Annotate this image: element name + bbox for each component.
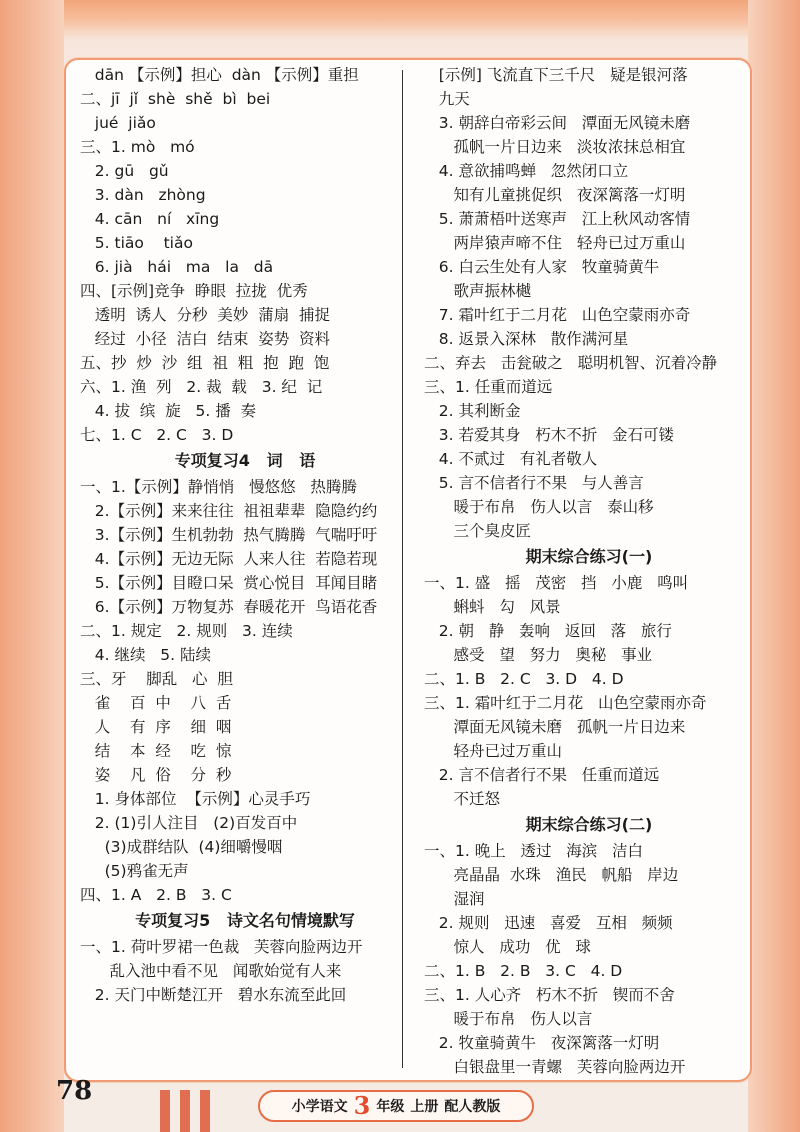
answer-line: 七、1. C 2. C 3. D — [80, 426, 234, 444]
answer-line: 三个臭皮匠 — [424, 522, 532, 540]
answer-line: 2. 朝 静 轰响 返回 落 旅行 — [424, 622, 672, 640]
answer-line: 2. (1)引人注目 (2)百发百中 — [80, 814, 298, 832]
answer-line: 4. cān ní xīng — [80, 210, 220, 228]
answer-line: jué jiǎo — [80, 114, 156, 132]
answer-line: dān 【示例】担心 dàn 【示例】重担 — [80, 66, 359, 84]
answer-line: 一、1.【示例】静悄悄 慢悠悠 热腾腾 — [80, 478, 357, 496]
stripe — [200, 1090, 210, 1132]
answer-line: 3. dàn zhòng — [80, 186, 206, 204]
answer-line: 三、1. 霜叶红于二月花 山色空蒙雨亦奇 — [424, 694, 707, 712]
answer-line: 4. 不贰过 有礼者敬人 — [424, 450, 598, 468]
answer-line: 暖于布帛 伤人以言 泰山移 — [424, 498, 654, 516]
grade-label: 年级 — [376, 1099, 405, 1115]
answer-line: 2. 其利断金 — [424, 402, 521, 420]
answer-line: 二、1. B 2. C 3. D 4. D — [424, 670, 624, 688]
answer-line: 蝌蚪 勾 风景 — [424, 598, 561, 616]
answer-line: 人 有 序 细 咽 — [80, 718, 232, 736]
answer-line: 结 本 经 吃 惊 — [80, 742, 232, 760]
answer-line: [示例] 飞流直下三千尺 疑是银河落 — [424, 66, 688, 84]
answer-line: 四、1. A 2. B 3. C — [80, 886, 232, 904]
answer-line: 2. gū gǔ — [80, 162, 169, 180]
answer-line: (3)成群结队 (4)细嚼慢咽 — [80, 838, 283, 856]
answer-line: 惊人 成功 优 球 — [424, 938, 591, 956]
answer-line: 6.【示例】万物复苏 春暖花开 鸟语花香 — [80, 598, 378, 616]
answer-line: 感受 望 努力 奥秘 事业 — [424, 646, 653, 664]
stripe — [160, 1090, 170, 1132]
answer-line: 二、jī jǐ shè shě bì bei — [80, 90, 271, 108]
answer-line: 暖于布帛 伤人以言 — [424, 1010, 593, 1028]
answer-line: 六、1. 渔 列 2. 裁 载 3. 纪 记 — [80, 378, 323, 396]
answer-line: 3.【示例】生机勃勃 热气腾腾 气喘吁吁 — [80, 526, 378, 544]
answer-line: 3. 若爱其身 朽木不折 金石可镂 — [424, 426, 675, 444]
answer-line: 2. 规则 迅速 喜爱 互相 频频 — [424, 914, 673, 932]
answer-line: 知有儿童挑促织 夜深篱落一灯明 — [424, 186, 686, 204]
answer-line: 5. tiāo tiǎo — [80, 234, 193, 252]
section-heading: 期末综合练习(一) — [525, 547, 653, 566]
answer-line: 4. 继续 5. 陆续 — [80, 646, 211, 664]
grade-number: 3 — [353, 1091, 371, 1120]
decorative-stripes — [160, 1090, 240, 1132]
page-number: 78 — [56, 1076, 93, 1106]
answer-line: (5)鸦雀无声 — [80, 862, 189, 880]
answer-line: 5. 言不信者行不果 与人善言 — [424, 474, 644, 492]
section-heading: 专项复习5 诗文名句情境默写 — [135, 911, 355, 930]
answer-line: 3. 朝辞白帝彩云间 潭面无风镜未磨 — [424, 114, 691, 132]
answer-line: 6. 白云生处有人家 牧童骑黄牛 — [424, 258, 660, 276]
answer-line: 三、牙 脚乱 心 胆 — [80, 670, 233, 688]
answer-line: 4. 意欲捕鸣蝉 忽然闭口立 — [424, 162, 629, 180]
answer-line: 白银盘里一青螺 芙蓉向脸两边开 — [424, 1058, 686, 1076]
answer-line: 4.【示例】无边无际 人来人往 若隐若现 — [80, 550, 378, 568]
answer-line: 雀 百 中 八 舌 — [80, 694, 232, 712]
answer-line: 姿 凡 俗 分 秒 — [80, 766, 232, 784]
answer-line: 2. 牧童骑黄牛 夜深篱落一灯明 — [424, 1034, 660, 1052]
answer-line: 一、1. 荷叶罗裙一色裁 芙蓉向脸两边开 — [80, 938, 363, 956]
answer-line: 三、1. mò mó — [80, 138, 195, 156]
answer-line: 透明 诱人 分秒 美妙 蒲扇 捕捉 — [80, 306, 331, 324]
answer-line: 歌声振林樾 — [424, 282, 532, 300]
answer-line: 不迁怒 — [424, 790, 501, 808]
answer-line: 8. 返景入深林 散作满河星 — [424, 330, 629, 348]
answer-line: 轻舟已过万重山 — [424, 742, 563, 760]
answer-line: 一、1. 晚上 透过 海滨 洁白 — [424, 842, 644, 860]
answer-line: 三、1. 人心齐 朽木不折 锲而不舍 — [424, 986, 675, 1004]
answer-line: 湿润 — [424, 890, 485, 908]
answer-line: 二、弃去 击瓮破之 聪明机智、沉着冷静 — [424, 354, 718, 372]
answer-line: 亮晶晶 水珠 渔民 帆船 岸边 — [424, 866, 679, 884]
answer-line: 5.【示例】目瞪口呆 赏心悦目 耳闻目睹 — [80, 574, 378, 592]
right-answer-column — [424, 63, 754, 1079]
answer-line: 四、[示例]竞争 睁眼 拉拢 优秀 — [80, 282, 308, 300]
answer-line: 7. 霜叶红于二月花 山色空蒙雨亦奇 — [424, 306, 691, 324]
edition-label: 配人教版 — [444, 1099, 501, 1115]
answer-line: 5. 萧萧梧叶送寒声 江上秋风动客情 — [424, 210, 691, 228]
subject-label: 小学语文 — [291, 1099, 348, 1115]
section-heading: 专项复习4 词 语 — [174, 451, 316, 470]
answer-line: 6. jià hái ma la dā — [80, 258, 274, 276]
left-margin-band — [0, 0, 64, 1132]
answer-line: 二、1. B 2. B 3. C 4. D — [424, 962, 623, 980]
answer-line: 2.【示例】来来往往 祖祖辈辈 隐隐约约 — [80, 502, 378, 520]
answer-line: 经过 小径 洁白 结束 姿势 资料 — [80, 330, 331, 348]
answer-line: 乱入池中看不见 闻歌始觉有人来 — [80, 962, 342, 980]
stripe — [180, 1090, 190, 1132]
answer-line: 4. 拔 缤 旋 5. 播 奏 — [80, 402, 257, 420]
answer-line: 潭面无风镜未磨 孤帆一片日边来 — [424, 718, 686, 736]
answer-line: 1. 身体部位 【示例】心灵手巧 — [80, 790, 311, 808]
term-label: 上册 — [410, 1099, 439, 1115]
answer-line: 三、1. 任重而道远 — [424, 378, 553, 396]
answer-line: 五、抄 炒 沙 组 祖 粗 抱 跑 饱 — [80, 354, 330, 372]
right-margin-band — [748, 0, 800, 1132]
answer-line: 孤帆一片日边来 淡妆浓抹总相宜 — [424, 138, 686, 156]
answer-line: 一、1. 盛 摇 茂密 挡 小鹿 鸣叫 — [424, 574, 689, 592]
answer-line: 九天 — [424, 90, 470, 108]
section-heading: 期末综合练习(二) — [525, 815, 653, 834]
answer-line: 2. 天门中断楚江开 碧水东流至此回 — [80, 986, 347, 1004]
left-answer-column — [80, 63, 410, 1007]
answer-line: 两岸猿声啼不住 轻舟已过万重山 — [424, 234, 686, 252]
answer-line: 二、1. 规定 2. 规则 3. 连续 — [80, 622, 293, 640]
book-info-badge — [258, 1090, 534, 1122]
answer-line: 2. 言不信者行不果 任重而道远 — [424, 766, 660, 784]
